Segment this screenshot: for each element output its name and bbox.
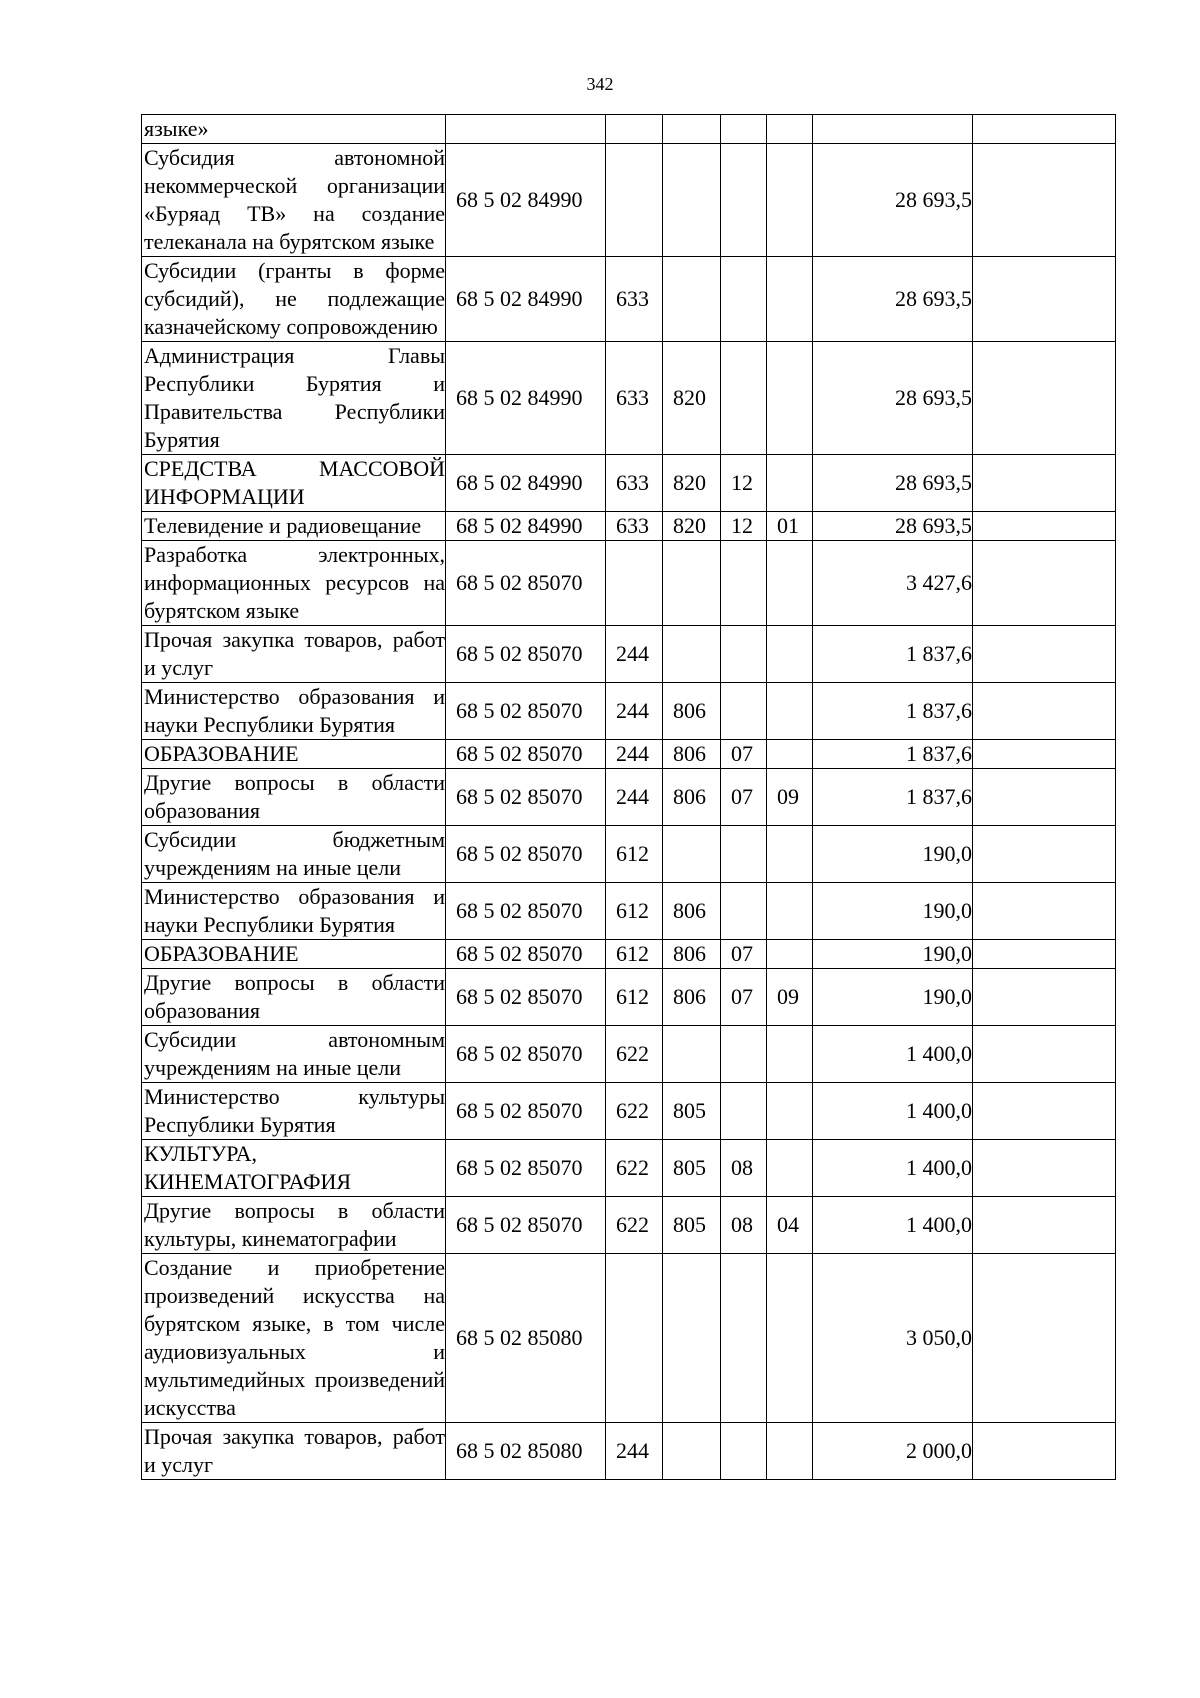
table-row [142, 1026, 1116, 1083]
empty-cell [973, 257, 1116, 342]
expense-type-cell: 244 [606, 769, 663, 826]
empty-cell [973, 144, 1116, 257]
item-name-cell: КУЛЬТУРА, КИНЕМАТОГРАФИЯ [142, 1140, 446, 1197]
empty-cell [973, 940, 1116, 969]
subsection-code-cell: 04 [767, 1197, 813, 1254]
section-code-cell [721, 826, 767, 883]
section-code-cell [721, 115, 767, 144]
section-code-cell: 12 [721, 512, 767, 541]
table-row [142, 683, 1116, 740]
empty-cell [973, 826, 1116, 883]
subsection-code-cell [767, 1026, 813, 1083]
item-name-cell: Субсидии бюджетным учреждениям на иные цели [142, 826, 446, 883]
amount-cell: 190,0 [813, 826, 973, 883]
empty-cell [973, 1254, 1116, 1423]
item-name-cell: Прочая закупка товаров, работ и услуг [142, 1423, 446, 1480]
administrator-code-cell: 805 [663, 1140, 721, 1197]
subsection-code-cell [767, 1083, 813, 1140]
expense-type-cell: 633 [606, 512, 663, 541]
item-name-cell: Субсидия автономной некоммерческой организации «Буряад ТВ» на создание телеканала на бурятском языке [142, 144, 446, 257]
expense-type-cell [606, 144, 663, 257]
amount-cell: 3 427,6 [813, 541, 973, 626]
item-name-cell: языке» [142, 115, 446, 144]
empty-cell [973, 1423, 1116, 1480]
budget-table-body [142, 115, 1116, 1480]
table-row [142, 1140, 1116, 1197]
target-code-cell: 68 5 02 85070 [446, 1140, 606, 1197]
empty-cell [973, 626, 1116, 683]
empty-cell [973, 1083, 1116, 1140]
section-code-cell [721, 626, 767, 683]
section-code-cell [721, 541, 767, 626]
target-code-cell: 68 5 02 85070 [446, 940, 606, 969]
subsection-code-cell [767, 541, 813, 626]
administrator-code-cell [663, 826, 721, 883]
empty-cell [973, 883, 1116, 940]
subsection-code-cell [767, 740, 813, 769]
target-code-cell: 68 5 02 85070 [446, 769, 606, 826]
section-code-cell [721, 342, 767, 455]
target-code-cell: 68 5 02 85070 [446, 1083, 606, 1140]
amount-cell: 190,0 [813, 969, 973, 1026]
target-code-cell: 68 5 02 84990 [446, 144, 606, 257]
item-name-cell: Телевидение и радиовещание [142, 512, 446, 541]
section-code-cell: 12 [721, 455, 767, 512]
empty-cell [973, 1140, 1116, 1197]
table-row [142, 769, 1116, 826]
expense-type-cell: 622 [606, 1140, 663, 1197]
amount-cell: 1 400,0 [813, 1197, 973, 1254]
amount-cell: 2 000,0 [813, 1423, 973, 1480]
administrator-code-cell: 806 [663, 683, 721, 740]
empty-cell [973, 1197, 1116, 1254]
subsection-code-cell [767, 1423, 813, 1480]
item-name-cell: ОБРАЗОВАНИЕ [142, 940, 446, 969]
empty-cell [973, 740, 1116, 769]
expense-type-cell: 244 [606, 740, 663, 769]
target-code-cell: 68 5 02 85070 [446, 826, 606, 883]
empty-cell [973, 1026, 1116, 1083]
empty-cell [973, 455, 1116, 512]
subsection-code-cell [767, 683, 813, 740]
page-number: 342 [586, 74, 614, 94]
table-row [142, 1254, 1116, 1423]
expense-type-cell: 633 [606, 342, 663, 455]
section-code-cell [721, 1254, 767, 1423]
administrator-code-cell [663, 257, 721, 342]
section-code-cell: 07 [721, 969, 767, 1026]
section-code-cell [721, 1026, 767, 1083]
expense-type-cell: 612 [606, 969, 663, 1026]
subsection-code-cell [767, 1254, 813, 1423]
table-row [142, 883, 1116, 940]
target-code-cell: 68 5 02 84990 [446, 342, 606, 455]
administrator-code-cell [663, 144, 721, 257]
target-code-cell: 68 5 02 84990 [446, 455, 606, 512]
table-row [142, 115, 1116, 144]
amount-cell: 28 693,5 [813, 144, 973, 257]
subsection-code-cell [767, 940, 813, 969]
subsection-code-cell [767, 1140, 813, 1197]
target-code-cell: 68 5 02 85080 [446, 1423, 606, 1480]
section-code-cell [721, 144, 767, 257]
amount-cell: 28 693,5 [813, 512, 973, 541]
expense-type-cell: 622 [606, 1197, 663, 1254]
expense-type-cell: 633 [606, 257, 663, 342]
item-name-cell: ОБРАЗОВАНИЕ [142, 740, 446, 769]
amount-cell: 3 050,0 [813, 1254, 973, 1423]
table-row [142, 826, 1116, 883]
empty-cell [973, 969, 1116, 1026]
expense-type-cell: 612 [606, 826, 663, 883]
administrator-code-cell: 820 [663, 455, 721, 512]
target-code-cell: 68 5 02 85080 [446, 1254, 606, 1423]
target-code-cell: 68 5 02 85070 [446, 626, 606, 683]
administrator-code-cell: 820 [663, 342, 721, 455]
table-row [142, 541, 1116, 626]
subsection-code-cell [767, 883, 813, 940]
amount-cell: 190,0 [813, 940, 973, 969]
target-code-cell [446, 115, 606, 144]
subsection-code-cell [767, 455, 813, 512]
section-code-cell: 07 [721, 940, 767, 969]
table-row [142, 740, 1116, 769]
target-code-cell: 68 5 02 85070 [446, 683, 606, 740]
table-row [142, 940, 1116, 969]
administrator-code-cell: 806 [663, 969, 721, 1026]
table-row [142, 1083, 1116, 1140]
item-name-cell: Министерство культуры Республики Бурятия [142, 1083, 446, 1140]
expense-type-cell [606, 541, 663, 626]
table-row [142, 144, 1116, 257]
item-name-cell: Субсидии автономным учреждениям на иные цели [142, 1026, 446, 1083]
item-name-cell: Министерство образования и науки Республики Бурятия [142, 683, 446, 740]
empty-cell [973, 683, 1116, 740]
section-code-cell [721, 1423, 767, 1480]
subsection-code-cell: 01 [767, 512, 813, 541]
table-row [142, 1423, 1116, 1480]
administrator-code-cell: 806 [663, 940, 721, 969]
empty-cell [973, 115, 1116, 144]
target-code-cell: 68 5 02 85070 [446, 541, 606, 626]
subsection-code-cell: 09 [767, 969, 813, 1026]
empty-cell [973, 512, 1116, 541]
target-code-cell: 68 5 02 84990 [446, 512, 606, 541]
item-name-cell: Другие вопросы в области образования [142, 969, 446, 1026]
empty-cell [973, 769, 1116, 826]
target-code-cell: 68 5 02 85070 [446, 969, 606, 1026]
section-code-cell [721, 883, 767, 940]
administrator-code-cell: 806 [663, 769, 721, 826]
table-row [142, 455, 1116, 512]
expense-type-cell [606, 1254, 663, 1423]
section-code-cell: 07 [721, 740, 767, 769]
item-name-cell: СРЕДСТВА МАССОВОЙ ИНФОРМАЦИИ [142, 455, 446, 512]
section-code-cell [721, 1083, 767, 1140]
table-row [142, 626, 1116, 683]
subsection-code-cell [767, 115, 813, 144]
expense-type-cell [606, 115, 663, 144]
amount-cell: 28 693,5 [813, 342, 973, 455]
subsection-code-cell [767, 144, 813, 257]
expense-type-cell: 244 [606, 683, 663, 740]
target-code-cell: 68 5 02 85070 [446, 1197, 606, 1254]
subsection-code-cell [767, 826, 813, 883]
target-code-cell: 68 5 02 84990 [446, 257, 606, 342]
subsection-code-cell [767, 626, 813, 683]
item-name-cell: Прочая закупка товаров, работ и услуг [142, 626, 446, 683]
administrator-code-cell [663, 626, 721, 683]
target-code-cell: 68 5 02 85070 [446, 1026, 606, 1083]
target-code-cell: 68 5 02 85070 [446, 883, 606, 940]
subsection-code-cell [767, 342, 813, 455]
amount-cell: 190,0 [813, 883, 973, 940]
administrator-code-cell [663, 1254, 721, 1423]
expense-type-cell: 244 [606, 626, 663, 683]
empty-cell [973, 342, 1116, 455]
item-name-cell: Другие вопросы в области образования [142, 769, 446, 826]
amount-cell: 28 693,5 [813, 257, 973, 342]
administrator-code-cell: 805 [663, 1197, 721, 1254]
administrator-code-cell [663, 541, 721, 626]
item-name-cell: Администрация Главы Республики Бурятия и Правительства Республики Бурятия [142, 342, 446, 455]
expense-type-cell: 612 [606, 940, 663, 969]
amount-cell: 1 837,6 [813, 769, 973, 826]
expense-type-cell: 622 [606, 1026, 663, 1083]
amount-cell: 1 400,0 [813, 1140, 973, 1197]
administrator-code-cell [663, 115, 721, 144]
table-row [142, 512, 1116, 541]
amount-cell: 1 837,6 [813, 683, 973, 740]
section-code-cell: 08 [721, 1197, 767, 1254]
item-name-cell: Создание и приобретение произведений искусства на бурятском языке, в том числе аудиовизуальных и мультимедийных произведений искусства [142, 1254, 446, 1423]
section-code-cell: 08 [721, 1140, 767, 1197]
section-code-cell [721, 257, 767, 342]
administrator-code-cell: 820 [663, 512, 721, 541]
table-row [142, 342, 1116, 455]
subsection-code-cell: 09 [767, 769, 813, 826]
administrator-code-cell: 806 [663, 740, 721, 769]
expense-type-cell: 244 [606, 1423, 663, 1480]
item-name-cell: Другие вопросы в области культуры, кинематографии [142, 1197, 446, 1254]
amount-cell: 1 400,0 [813, 1083, 973, 1140]
item-name-cell: Министерство образования и науки Республики Бурятия [142, 883, 446, 940]
item-name-cell: Разработка электронных, информационных ресурсов на бурятском языке [142, 541, 446, 626]
expense-type-cell: 612 [606, 883, 663, 940]
amount-cell: 1 400,0 [813, 1026, 973, 1083]
administrator-code-cell: 806 [663, 883, 721, 940]
budget-table [141, 114, 1116, 1480]
item-name-cell: Субсидии (гранты в форме субсидий), не подлежащие казначейскому сопровождению [142, 257, 446, 342]
administrator-code-cell [663, 1423, 721, 1480]
table-row [142, 1197, 1116, 1254]
amount-cell: 28 693,5 [813, 455, 973, 512]
amount-cell: 1 837,6 [813, 626, 973, 683]
table-row [142, 257, 1116, 342]
amount-cell: 1 837,6 [813, 740, 973, 769]
section-code-cell [721, 683, 767, 740]
table-row [142, 969, 1116, 1026]
section-code-cell: 07 [721, 769, 767, 826]
empty-cell [973, 541, 1116, 626]
target-code-cell: 68 5 02 85070 [446, 740, 606, 769]
subsection-code-cell [767, 257, 813, 342]
amount-cell [813, 115, 973, 144]
administrator-code-cell [663, 1026, 721, 1083]
expense-type-cell: 622 [606, 1083, 663, 1140]
expense-type-cell: 633 [606, 455, 663, 512]
administrator-code-cell: 805 [663, 1083, 721, 1140]
